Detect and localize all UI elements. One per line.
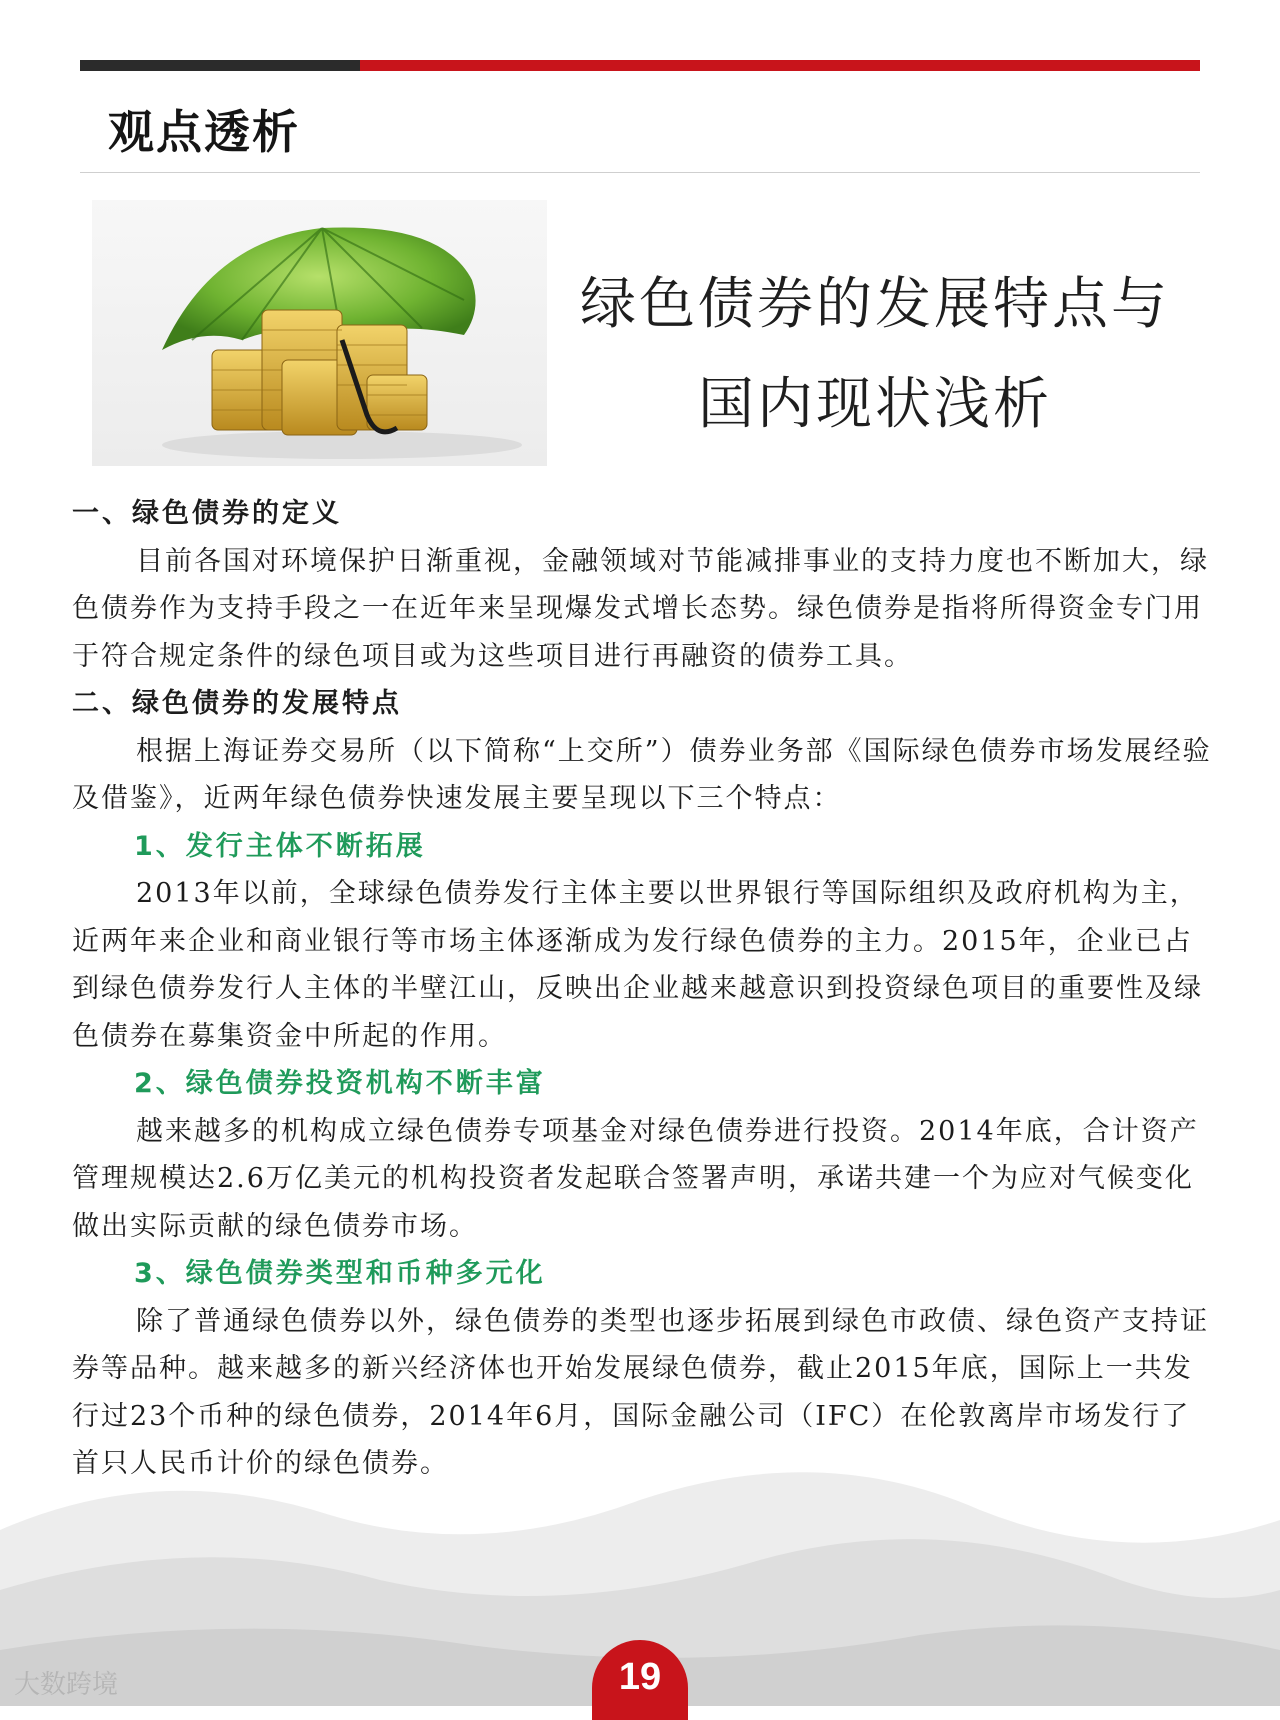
umbrella-coins-illustration — [92, 200, 547, 466]
section-2-heading: 二、绿色债券的发展特点 — [72, 688, 402, 719]
page-number: 19 — [592, 1640, 688, 1720]
article-title-line-1: 绿色债券的发展特点与 — [580, 272, 1170, 337]
article-title-line-2: 国内现状浅析 — [698, 372, 1052, 437]
section-1-paragraph: 目前各国对环境保护日渐重视，金融领域对节能减排事业的支持力度也不断加大，绿色债券作为支持手段之一在近年来呈现爆发式增长态势。绿色债券是指将所得资金专门用于符合规定条件的绿色项目或为这些项目进行再融资的债券工具。 — [72, 545, 1209, 672]
header-divider — [80, 172, 1200, 173]
subsection-3-paragraph: 除了普通绿色债券以外，绿色债券的类型也逐步拓展到绿色市政债、绿色资产支持证券等品种。越来越多的新兴经济体也开始发展绿色债券，截止2015年底，国际上一共发行过23个币种的绿色债券，2014年6月，国际金融公司（IFC）在伦敦离岸市场发行了首只人民币计价的绿色债券。 — [72, 1305, 1209, 1479]
header-bar-dark — [80, 60, 360, 71]
subsection-3-heading: 3、绿色债券类型和币种多元化 — [134, 1258, 546, 1289]
article-title — [560, 255, 1190, 455]
section-heading: 观点透析 — [108, 105, 300, 159]
article-body — [72, 490, 1212, 1488]
subsection-1-heading: 1、发行主体不断拓展 — [134, 830, 426, 862]
watermark: 大数跨境 — [14, 1670, 119, 1700]
subsection-1-paragraph: 2013年以前，全球绿色债券发行主体主要以世界银行等国际组织及政府机构为主，近两年来企业和商业银行等市场主体逐渐成为发行绿色债券的主力。2015年，企业已占到绿色债券发行人主体的半壁江山，反映出企业越来越意识到投资绿色项目的重要性及绿色债券在募集资金中所起的作用。 — [72, 878, 1203, 1052]
subsection-2-heading: 2、绿色债券投资机构不断丰富 — [134, 1068, 546, 1099]
header-bar-red — [360, 60, 1200, 71]
subsection-2-paragraph: 越来越多的机构成立绿色债券专项基金对绿色债券进行投资。2014年底，合计资产管理规模达2.6万亿美元的机构投资者发起联合签署声明，承诺共建一个为应对气候变化做出实际贡献的绿色债券市场。 — [72, 1115, 1199, 1242]
section-2-paragraph: 根据上海证券交易所（以下简称“上交所”）债券业务部《国际绿色债券市场发展经验及借鉴》，近两年绿色债券快速发展主要呈现以下三个特点： — [72, 735, 1212, 814]
section-1-heading: 一、绿色债券的定义 — [72, 498, 342, 529]
